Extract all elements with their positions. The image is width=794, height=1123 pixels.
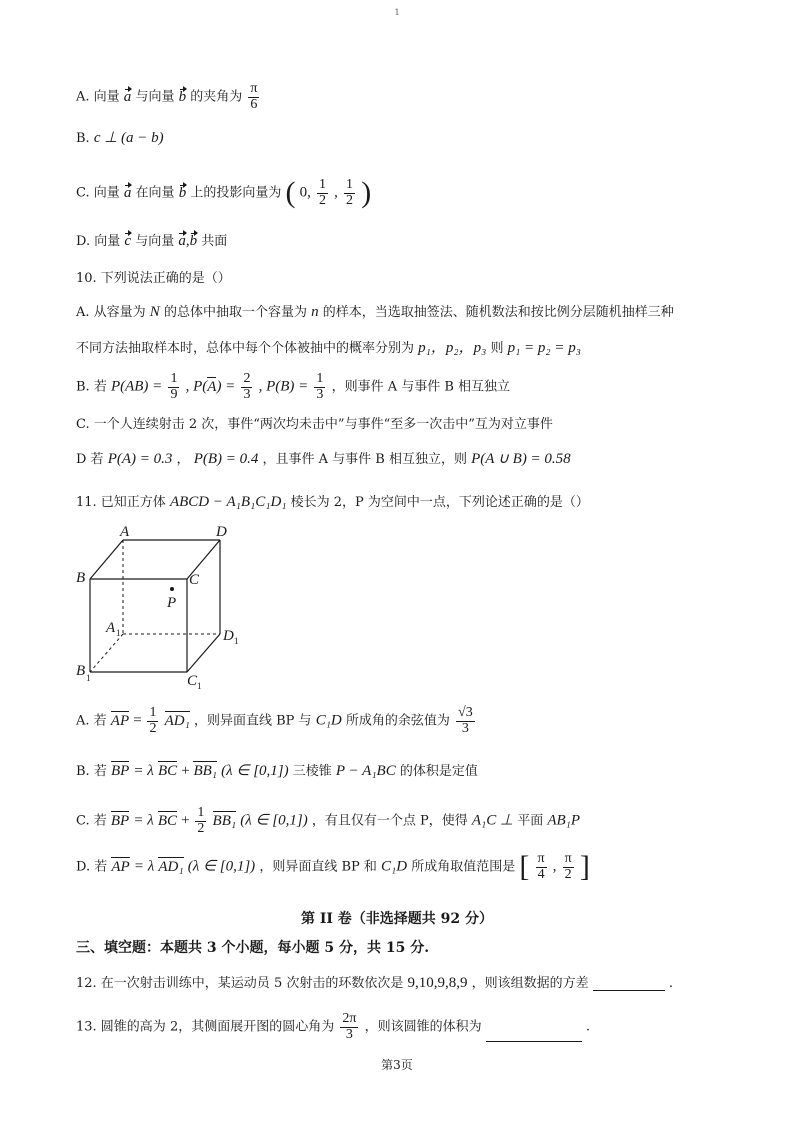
equals-lambda: = λ xyxy=(133,763,154,779)
condition: (λ ∈ [0,1]) xyxy=(240,812,308,829)
fraction xyxy=(317,178,328,208)
vector-bc: BC xyxy=(157,763,178,779)
label-d: D xyxy=(216,524,227,540)
numerator: 1 xyxy=(316,371,324,386)
numerator: 1 xyxy=(346,177,354,192)
cube-name: ABCD − A₁B₁C₁D₁ xyxy=(169,494,287,510)
numerator: π xyxy=(250,81,258,96)
fraction xyxy=(314,372,325,402)
denominator: 3 xyxy=(243,386,251,402)
denominator: 3 xyxy=(345,1026,353,1042)
label-c: C xyxy=(189,572,200,588)
option-label: B. xyxy=(76,131,94,146)
option-text: ，有且仅有一个点 P，使得 xyxy=(311,813,472,829)
option-text: ，则异面直线 BP 与 xyxy=(193,713,316,729)
vector-a: a xyxy=(123,184,132,201)
numerator: 1 xyxy=(170,371,178,386)
plane-name: AB₁P xyxy=(547,812,581,829)
equation: P(B) = 0.4 xyxy=(193,451,259,467)
option-text: ， xyxy=(176,452,190,467)
denominator: 9 xyxy=(170,386,178,402)
stem-text: 11. 已知正方体 xyxy=(76,495,170,510)
label-d1-sub: 1 xyxy=(234,636,239,646)
equals-lambda: = λ xyxy=(133,858,155,875)
fraction xyxy=(456,706,475,736)
denominator: 6 xyxy=(250,96,258,112)
fraction xyxy=(344,178,355,208)
question-text: 13. 圆锥的高为 2，其侧面展开图的圆心角为 xyxy=(76,1019,335,1035)
denominator: 3 xyxy=(316,386,324,402)
page-mark: 1 xyxy=(394,8,400,17)
denominator: 3 xyxy=(461,720,469,736)
option-text: A. 向量 xyxy=(76,89,120,105)
option-10b xyxy=(76,372,510,402)
option-label: B. 若 xyxy=(76,379,111,395)
denominator: 2 xyxy=(197,820,205,836)
label-a1: A xyxy=(106,620,116,636)
expr-pa-close: ) = xyxy=(216,378,236,395)
question-13 xyxy=(76,1012,590,1042)
option-text: 的总体中抽取一个容量为 xyxy=(163,305,307,320)
data-values: 9,10,9,8,9 xyxy=(407,975,468,991)
comma: , xyxy=(185,233,190,249)
option-text: 上的投影向量为 xyxy=(190,185,282,201)
option-text: 平面 xyxy=(517,813,548,829)
comma: , xyxy=(334,184,338,201)
label-c1: C xyxy=(187,673,198,689)
option-text: 不同方法抽取样本时，总体中每个个体被抽中的概率分别为 xyxy=(76,341,415,356)
vector-b: b xyxy=(178,184,187,201)
vector-c: c xyxy=(124,233,132,249)
vector-bb1: BB₁ xyxy=(212,812,237,829)
symbol-n-upper: N xyxy=(149,304,160,320)
fraction xyxy=(168,372,179,402)
option-text: 的体积是定值 xyxy=(399,764,478,779)
option-text: ，则异面直线 BP 和 xyxy=(259,859,382,875)
option-10c: C. 一个人连续射击 2 次，事件“两次均未击中”与事件“至多一次击中”互为对立事件 xyxy=(76,417,553,432)
numerator: √3 xyxy=(458,705,473,720)
numerator: 1 xyxy=(149,705,157,720)
fraction xyxy=(536,852,547,882)
numerator: 2π xyxy=(342,1011,357,1026)
option-text: A. 从容量为 xyxy=(76,305,146,320)
label-a1-sub: 1 xyxy=(116,628,121,638)
option-label: A. 若 xyxy=(76,713,111,729)
paren-open: ( xyxy=(285,176,296,210)
expr-pb: , P(B) = xyxy=(258,378,309,395)
symbol-n: n xyxy=(311,304,319,320)
answer-blank[interactable] xyxy=(593,978,665,991)
numerator: 1 xyxy=(319,177,327,192)
equation: P(A ∪ B) = 0.58 xyxy=(471,451,571,467)
bracket-open: [ xyxy=(519,850,530,884)
denominator: 2 xyxy=(149,720,157,736)
label-p: P xyxy=(167,595,177,611)
option-label: B. 若 xyxy=(76,764,111,779)
option-text: D. 向量 xyxy=(76,234,121,249)
option-text: 所成角的余弦值为 xyxy=(345,713,450,729)
fraction xyxy=(195,806,206,836)
hidden-edges xyxy=(90,540,220,672)
edge-c1d1 xyxy=(187,634,220,672)
equation: P(A) = 0.3 xyxy=(107,451,173,467)
vector-bb1: BB₁ xyxy=(193,763,218,779)
vector-a: a xyxy=(178,233,186,249)
vector-ad1: AD₁ xyxy=(158,858,184,875)
coord-lead: 0, xyxy=(299,184,311,201)
numerator: 1 xyxy=(197,805,205,820)
paren-close: ) xyxy=(361,176,372,210)
denominator: 2 xyxy=(564,866,572,882)
option-11a xyxy=(76,706,477,736)
option-text: 与向量 xyxy=(135,234,175,249)
answer-blank[interactable] xyxy=(486,1029,582,1042)
period: . xyxy=(668,976,674,991)
point-p xyxy=(170,587,174,591)
denominator: 4 xyxy=(537,866,545,882)
numerator: π xyxy=(537,851,545,866)
option-text: ，且事件 A 与事件 B 相互独立，则 xyxy=(262,452,472,467)
cube-edges xyxy=(90,540,220,672)
question-11-stem xyxy=(76,495,589,510)
probabilities: p₁，p₂，p₃ xyxy=(418,340,487,356)
option-10a-cont xyxy=(76,341,581,356)
tetrahedron: P − A₁BC xyxy=(335,763,396,779)
label-b1-sub: 1 xyxy=(86,673,91,683)
option-text: ，则事件 A 与事件 B 相互独立 xyxy=(331,379,511,395)
label-b1: B xyxy=(76,663,86,679)
option-11c xyxy=(76,806,580,836)
denominator: 2 xyxy=(346,192,354,208)
numerator: 2 xyxy=(243,371,251,386)
vector-bc: BC xyxy=(157,812,178,829)
question-text: ，则该圆锥的体积为 xyxy=(364,1019,482,1035)
relation: A₁C ⊥ xyxy=(471,812,514,829)
option-text: C. 向量 xyxy=(76,185,120,201)
option-formula: c ⊥ (a − b) xyxy=(93,130,164,146)
option-text: 所成角取值范围是 xyxy=(411,859,516,875)
vector-ap: AP xyxy=(110,712,130,729)
question-text: 12. 在一次射击训练中，某运动员 5 次射击的环数依次是 xyxy=(76,976,408,991)
question-text: ，则该组数据的方差 xyxy=(471,976,589,991)
vector-b: b xyxy=(178,88,187,105)
numerator: π xyxy=(564,851,572,866)
vector-bp: BP xyxy=(110,812,130,829)
option-11d xyxy=(76,852,590,882)
option-11b xyxy=(76,764,478,779)
question-12 xyxy=(76,976,673,991)
equals: = xyxy=(133,712,146,729)
plus: + xyxy=(181,763,194,779)
line-c1d: C₁D xyxy=(315,712,342,729)
vector-bp: BP xyxy=(110,763,130,779)
fraction xyxy=(563,852,574,882)
fraction xyxy=(241,372,252,402)
option-text: 共面 xyxy=(201,234,228,249)
equation: p₁ = p₂ = p₃ xyxy=(507,340,581,356)
expr-pa: , P( xyxy=(185,378,208,395)
fraction xyxy=(340,1012,358,1042)
question-10-stem: 10. 下列说法正确的是（） xyxy=(76,271,231,286)
page-footer: 第3页 xyxy=(381,1058,413,1072)
section-2-title: 第 II 卷（非选择题共 92 分） xyxy=(300,911,494,927)
fraction xyxy=(147,706,158,736)
label-d1: D xyxy=(223,628,234,644)
a-complement: A xyxy=(207,378,217,395)
denominator: 2 xyxy=(319,192,327,208)
option-9d xyxy=(76,234,227,249)
option-text: 与向量 xyxy=(135,89,175,105)
comma: , xyxy=(552,858,557,875)
cube-figure xyxy=(68,522,248,692)
condition: (λ ∈ [0,1]) xyxy=(187,858,256,875)
section-3-title: 三、填空题：本题共 3 个小题，每小题 5 分，共 15 分. xyxy=(76,940,430,956)
line-c1d: C₁D xyxy=(381,858,408,875)
option-9c xyxy=(76,178,371,208)
option-text: 在向量 xyxy=(135,185,175,201)
option-10d xyxy=(76,452,571,467)
edge-ab xyxy=(90,540,123,579)
equals-lambda: = λ xyxy=(133,812,154,829)
option-9a xyxy=(76,82,261,112)
option-label: C. 若 xyxy=(76,813,111,829)
condition: (λ ∈ [0,1]) xyxy=(221,763,289,779)
label-c1-sub: 1 xyxy=(197,681,202,691)
vector-a: a xyxy=(123,88,132,105)
option-text: 三棱锥 xyxy=(292,764,336,779)
label-b: B xyxy=(76,570,86,586)
option-text: 的样本，当选取抽签法、随机数法和按比例分层随机抽样三种 xyxy=(322,305,674,320)
option-9b xyxy=(76,131,164,146)
expr-pab: P(AB) = xyxy=(110,378,163,395)
period: . xyxy=(585,1019,591,1035)
option-label: D 若 xyxy=(76,452,108,467)
vector-b: b xyxy=(189,233,198,249)
label-a: A xyxy=(120,524,130,540)
bracket-close: ] xyxy=(579,850,590,884)
option-text: 的夹角为 xyxy=(190,89,243,105)
stem-text: 棱长为 2，P 为空间中一点，下列论述正确的是（） xyxy=(290,495,589,510)
option-10a xyxy=(76,305,674,320)
option-label: D. 若 xyxy=(76,859,112,875)
edge-a1b1 xyxy=(90,634,123,672)
option-text: 则 xyxy=(490,341,508,356)
plus: + xyxy=(181,812,194,829)
vector-ap: AP xyxy=(111,858,130,875)
vector-ad1: AD₁ xyxy=(164,712,190,729)
fraction xyxy=(248,82,259,112)
